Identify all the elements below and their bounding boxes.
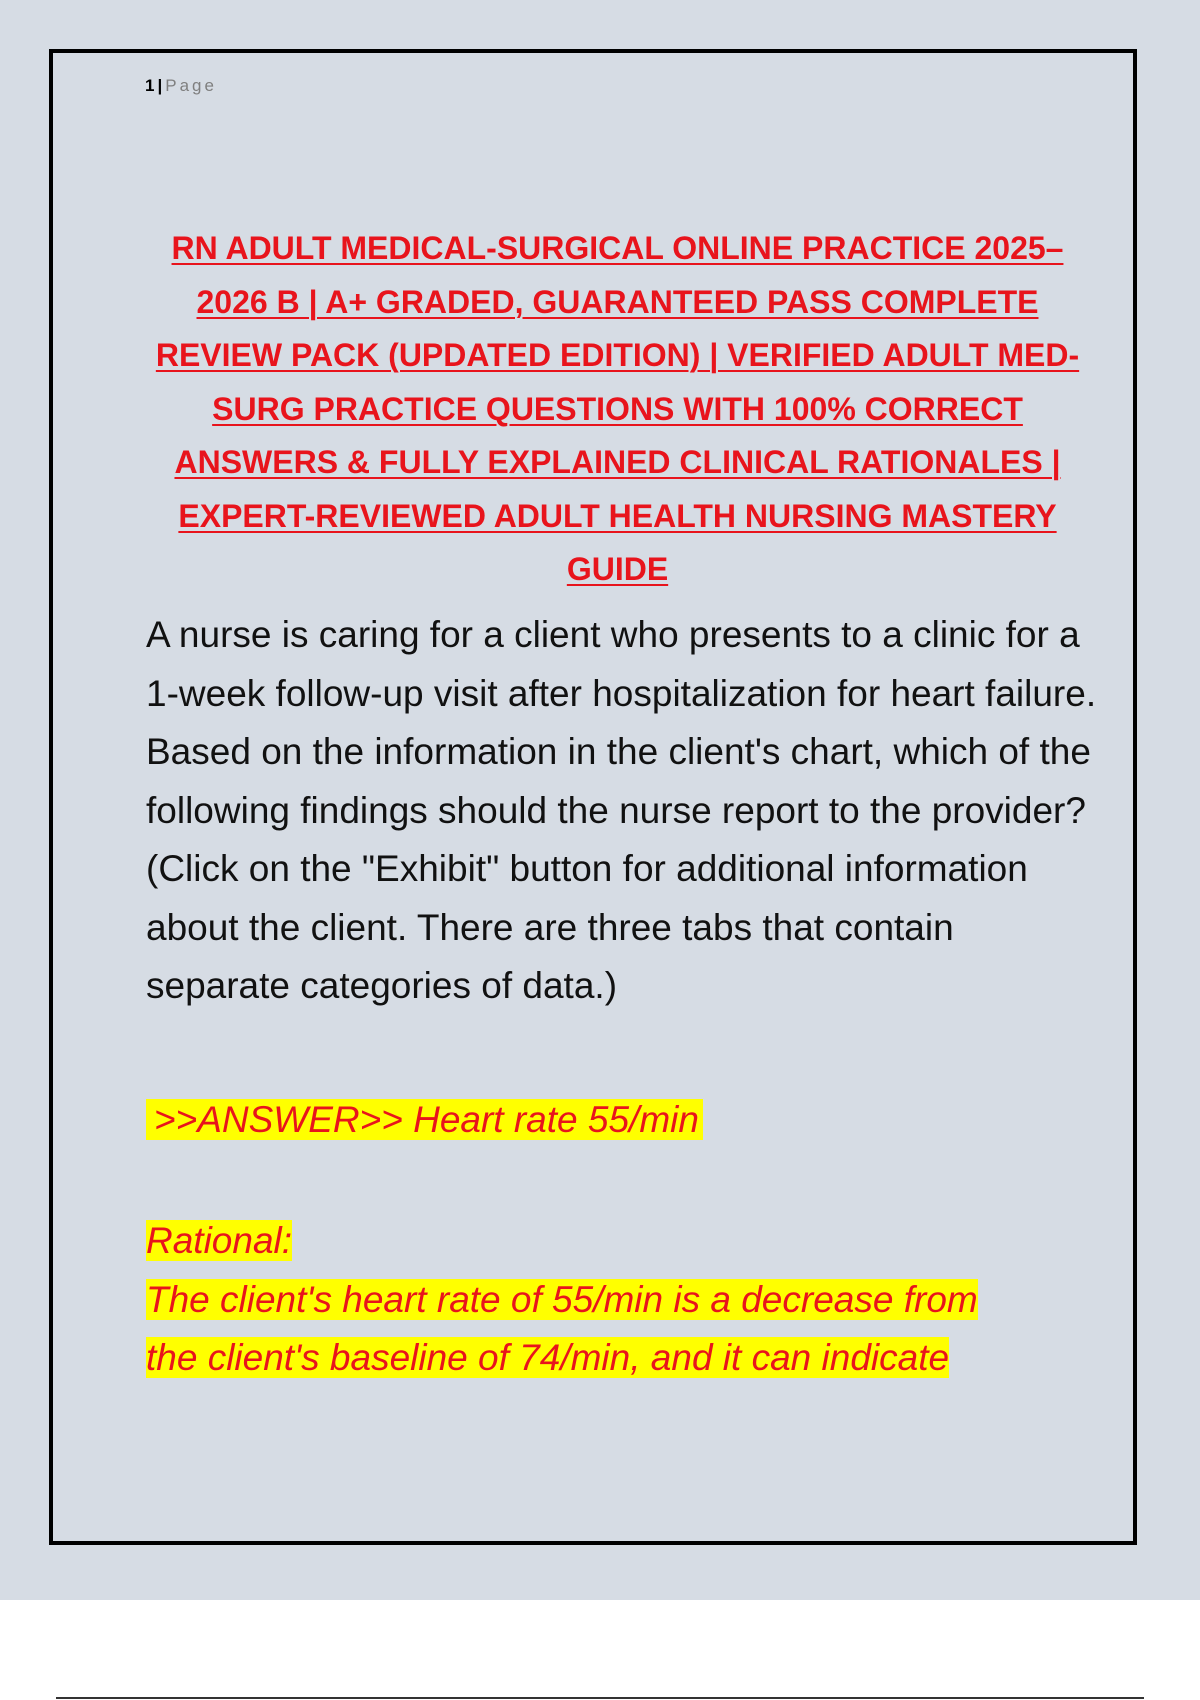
rationale-heading: Rational: [146,1220,293,1261]
rationale-block [146,1212,1106,1388]
page-number-label: Page [165,76,217,95]
rationale-line-2: the client's baseline of 74/min, and it can indicate [146,1337,950,1378]
document-title: RN ADULT MEDICAL-SURGICAL ONLINE PRACTICE 2025–2026 B | A+ GRADED, GUARANTEED PASS COMPLETE REVIEW PACK (UPDATED EDITION) | VERIFIED ADULT MED-SURG PRACTICE QUESTIONS WITH 100% CORRECT ANSWERS & FULLY EXPLAINED CLINICAL RATIONALES | EXPERT-REVIEWED ADULT HEALTH NURSING MASTERY GUIDE [155,230,1080,587]
rationale-line-1: The client's heart rate of 55/min is a decrease from [146,1278,978,1320]
question-text: A nurse is caring for a client who presents to a clinic for a 1-week follow-up visit after hospitalization for heart failure. Based on the information in the client's chart, which of the following findings should the nurse report to the provider? (Click on the "Exhibit" button for additional information about the client. There are three tabs that contain separate categories of data.) [146,614,1097,1006]
page-number-separator: | [157,76,163,95]
answer-block [146,1094,703,1146]
page-number-value: 1 [145,76,155,95]
footer-divider [56,1697,1144,1699]
page-number [145,76,217,96]
answer-text: >>ANSWER>> Heart rate 55/min [146,1099,703,1140]
